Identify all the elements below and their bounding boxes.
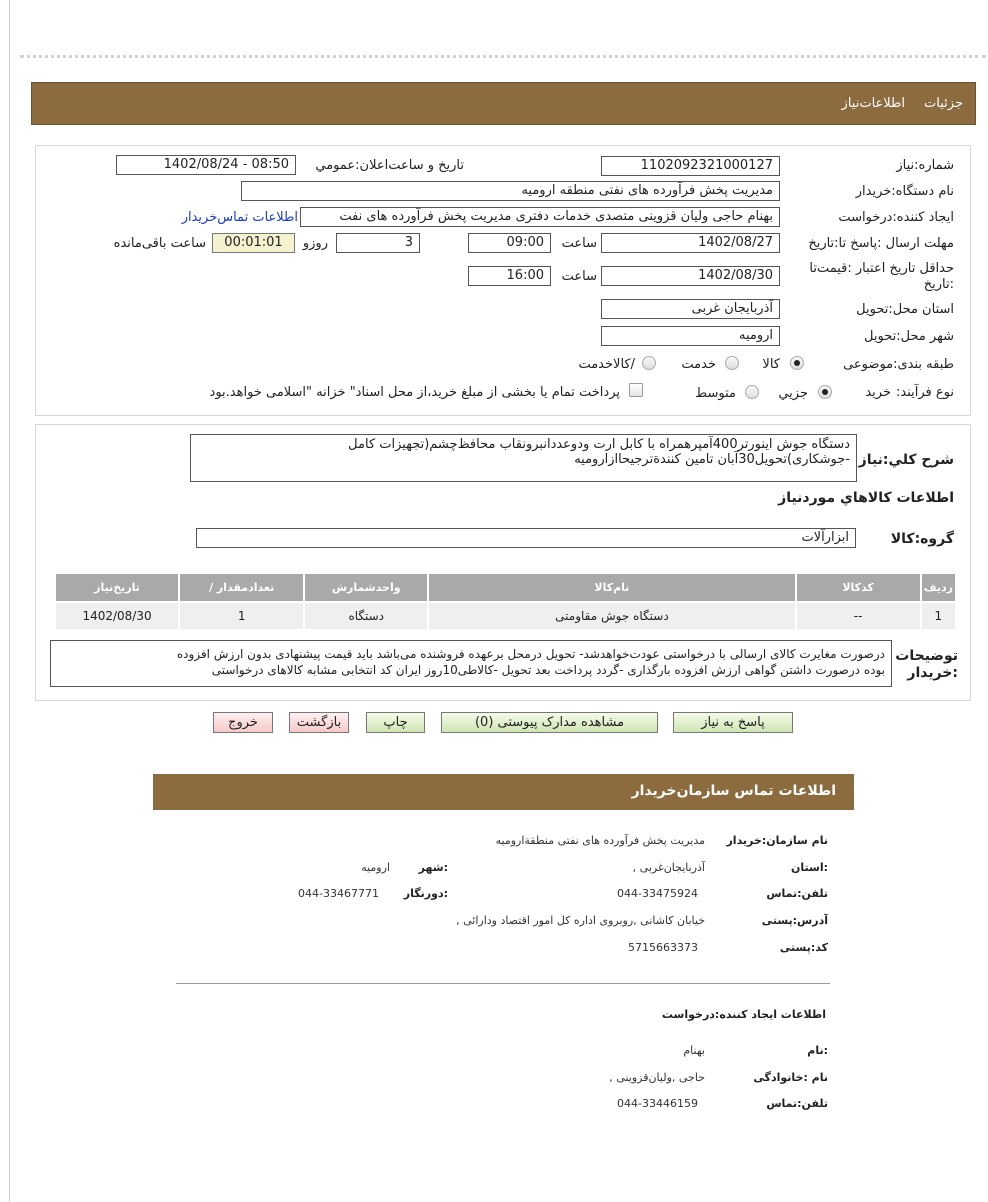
need-number-label: شماره:نیاز: [896, 158, 954, 173]
cell-unit: دستگاه: [305, 603, 427, 629]
buyer-notes-box: [50, 640, 892, 687]
goods-table-header-row: [56, 574, 955, 601]
goods-table: [54, 572, 957, 631]
goods-info-title: اطلاعات کالاهاي مورد‌نیاز: [778, 490, 954, 506]
tab-need-info[interactable]: اطلاعات‌نیاز: [841, 96, 905, 111]
description-line-1: دستگاه جوش اینورتر400آمپرهمراه با کابل ارت ودوعددانبرونقاب محافظ‌چشم(تجهیزات کامل: [348, 437, 850, 452]
category-goods-service-label: /کالاخدمت: [578, 357, 635, 372]
validity-time-label: ساعت: [561, 269, 597, 284]
contact-address-value: خیابان کاشانی ,روبروی اداره کل امور اقتصاد ودارائی ,: [456, 914, 705, 927]
deadline-time-field: 09:00: [468, 233, 551, 253]
goods-group-label: گروه:کالا: [890, 531, 954, 547]
validity-time-field: 16:00: [468, 266, 551, 286]
contact-info-bar: [153, 774, 854, 810]
creator-phone-label: تلفن:تماس: [766, 1097, 828, 1110]
creator-name-value: بهنام: [683, 1044, 705, 1057]
exit-button[interactable]: خروج: [213, 712, 273, 733]
back-button[interactable]: بازگشت: [289, 712, 349, 733]
category-goods-radio[interactable]: [790, 356, 804, 370]
creator-field: بهنام حاجی ولیان قزوینی متصدی خدمات دفتری مدیریت پخش فرآورده های نفت: [300, 207, 780, 227]
process-minor-radio[interactable]: [818, 385, 832, 399]
category-service-radio[interactable]: [725, 356, 739, 370]
creator-family-value: حاجی ,ولیان‌قزوینی ,: [609, 1071, 705, 1084]
col-goods-code: کدکالا: [797, 574, 920, 601]
remaining-timer: 00:01:01: [212, 233, 295, 253]
validity-label-2: :تاریخ: [923, 277, 954, 292]
col-need-date: تاریخ‌نیاز: [56, 574, 178, 601]
validity-date-field: 1402/08/30: [601, 266, 780, 286]
buyer-notes-label-2: :خریدار: [907, 665, 958, 681]
contact-address-label: آدرس:پستی: [761, 914, 828, 927]
contact-info-title: اطلاعات تماس سازمان‌خریدار: [631, 783, 836, 799]
creator-info-title: اطلاعات ایجاد کننده:درخواست: [661, 1008, 826, 1021]
contact-postal-value: 5715663373: [628, 941, 698, 954]
contact-org-label: نام سازمان:خریدار: [726, 834, 828, 847]
contact-org-value: مدیریت پخش فرآورده های نفتی منطقةارومیه: [495, 834, 705, 847]
contact-city-value: ارومیه: [361, 861, 390, 874]
cell-goods-code: --: [797, 603, 920, 629]
contact-fax-value: 044-33467771: [298, 887, 379, 900]
treasury-payment-checkbox[interactable]: [629, 383, 643, 397]
page-left-border: [9, 0, 10, 1202]
creator-label: ایجاد کننده:درخواست: [838, 210, 954, 225]
col-row-number: ردیف: [922, 574, 955, 601]
col-goods-name: نام‌کالا: [429, 574, 794, 601]
buyer-notes-line-2: بوده درصورت داشتن گواهی ارزش افزوده بارگذاری -گردد پرداخت بعد تحویل -کالاطی10روز ایران کد انتخابی مشابه کالاهای درخواستی: [211, 663, 885, 677]
days-label: روزو: [302, 236, 328, 251]
province-field: آذربایجان غربی: [601, 299, 780, 319]
reply-button[interactable]: پاسخ به نیاز: [673, 712, 793, 733]
process-label: نوع فرآیند:: [896, 385, 954, 400]
deadline-time-label: ساعت: [561, 236, 597, 251]
cell-goods-name: دستگاه جوش مقاومتی: [429, 603, 794, 629]
contact-phone-value: 044-33475924: [617, 887, 698, 900]
contact-fax-label: :دورنگار: [403, 887, 448, 900]
buyer-contact-link[interactable]: اطلاعات تماس‌خریدار: [181, 210, 298, 225]
description-label: شرح کلي:نیاز: [858, 452, 954, 468]
description-line-2: -جوشکاری)تحویل30آبان تامین کنندةترجیحاازارومیه: [574, 452, 850, 467]
process-medium-label: متوسط: [695, 386, 736, 401]
creator-phone-value: 044-33446159: [617, 1097, 698, 1110]
col-quantity: / تعدادمقدار: [180, 574, 303, 601]
top-dotted-divider: [20, 55, 986, 58]
category-service-label: خدمت: [681, 357, 716, 372]
col-unit: واحدشمارش: [305, 574, 427, 601]
city-label: شهر محل:تحویل: [864, 329, 954, 344]
header-bar: [31, 82, 976, 125]
contact-postal-label: کد:پستی: [779, 941, 828, 954]
contact-phone-label: تلفن:تماس: [766, 887, 828, 900]
print-button[interactable]: چاپ: [366, 712, 425, 733]
announce-label: تاریخ و ساعت‌اعلان:عمومي: [315, 158, 464, 173]
province-label: استان محل:تحویل: [856, 302, 954, 317]
cell-row-number: 1: [922, 603, 955, 629]
buyer-org-label: نام دستگاه:خریدار: [855, 184, 954, 199]
deadline-label: مهلت ارسال :پاسخ تا:تاریخ: [808, 236, 954, 251]
deadline-date-field: 1402/08/27: [601, 233, 780, 253]
process-medium-radio[interactable]: [745, 385, 759, 399]
buyer-org-field: مدیریت پخش فرآورده های نفتی منطقه ارومیه: [241, 181, 780, 201]
announce-datetime-field: 1402/08/24 - 08:50: [116, 155, 296, 175]
table-row: [56, 603, 955, 629]
creator-family-label: نام :خانوادگی: [753, 1071, 828, 1084]
cell-need-date: 1402/08/30: [56, 603, 178, 629]
buyer-notes-line-1: درصورت مغایرت کالای ارسالی با درخواستی عودت‌خواهدشد- تحویل درمحل برعهده فروشنده می‌باشد باید قیمت پیشنهادی بدون ارزش افزوده: [176, 647, 885, 661]
process-minor-label: جزيي: [778, 386, 808, 401]
cell-quantity: 1: [180, 603, 303, 629]
category-label: طبقه بندی:موضوعی: [843, 357, 954, 372]
category-goods-service-radio[interactable]: [642, 356, 656, 370]
description-box: [190, 434, 857, 482]
contact-province-label: :استان: [791, 861, 828, 874]
buyer-notes-label-1: توضیحات: [895, 648, 958, 664]
validity-label-1: حداقل تاریخ اعتبار :قیمت‌تا: [809, 261, 954, 276]
days-field: 3: [336, 233, 420, 253]
view-attachments-button[interactable]: مشاهده مدارک پیوستی (0): [441, 712, 658, 733]
goods-group-field: ابزارآلات: [196, 528, 856, 548]
remaining-label: ساعت باقی‌مانده: [113, 236, 206, 251]
category-goods-label: کالا: [762, 357, 780, 372]
treasury-payment-note: پرداخت تمام یا بخشی از مبلغ خرید،از محل اسناد" خزانه "اسلامی خواهد.بود: [209, 385, 620, 400]
contact-divider: [176, 983, 830, 984]
tab-details[interactable]: جزئیات: [924, 96, 963, 111]
contact-province-value: آذربایجان‌غربی ,: [632, 861, 705, 874]
city-field: ارومیه: [601, 326, 780, 346]
creator-name-label: :نام: [807, 1044, 828, 1057]
contact-city-label: :شهر: [418, 861, 448, 874]
process-buy-label: خرید: [865, 385, 891, 400]
need-number-field: 1102092321000127: [601, 156, 780, 176]
